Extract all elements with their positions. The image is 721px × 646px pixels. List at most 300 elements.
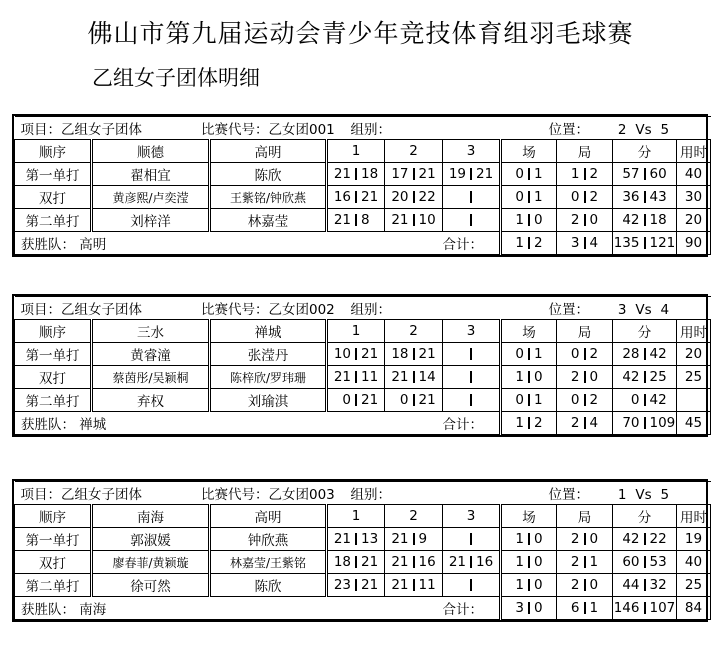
points-score-right: 25: [649, 369, 667, 385]
matches-score-right: 1: [534, 346, 543, 362]
position-a: 1: [617, 487, 627, 503]
table-row: [15, 551, 711, 574]
order-header: 顺序: [15, 320, 92, 343]
match-header-row: [15, 297, 711, 320]
game2-score: [385, 186, 442, 208]
game1-score-right: 21: [361, 577, 379, 593]
matches-score-left: 1: [515, 554, 524, 570]
game1-score-left: 23: [333, 577, 351, 593]
player-b-cell: 林嘉莹/王紫铭: [210, 551, 327, 574]
player-b-cell: 刘瑜淇: [210, 389, 327, 412]
game2-score-left: 0: [399, 392, 409, 408]
matches-score: [502, 389, 556, 411]
order-header: 顺序: [15, 140, 92, 163]
game1-score: [328, 528, 384, 550]
games-header: 局: [557, 320, 613, 343]
matches-score: [502, 528, 556, 550]
points-cell: [613, 186, 677, 209]
match-code-value: 乙女团002: [268, 302, 335, 318]
total-points-score-right: 109: [649, 415, 676, 431]
column-header-row: [15, 140, 711, 163]
matches-cell: [501, 551, 557, 574]
player-a-cell: 郭淑媛: [92, 528, 210, 551]
game1-cell: [327, 389, 385, 412]
points-cell: [613, 528, 677, 551]
score-separator: [470, 394, 472, 406]
games-score-right: 0: [589, 577, 599, 593]
game3-score: [443, 343, 499, 365]
game3-score: [443, 186, 499, 208]
game1-score: [328, 343, 384, 365]
project-label: 项目：: [20, 122, 61, 138]
game2-score: [385, 528, 442, 550]
game3-score: [443, 551, 499, 573]
games-score-left: 2: [570, 369, 580, 385]
winner-row: [15, 412, 711, 435]
matches-score: [502, 209, 556, 231]
player-b-cell: 钟欣燕: [210, 528, 327, 551]
match-block: [12, 114, 708, 257]
total-time: 45: [677, 412, 711, 435]
total-points: [613, 232, 677, 255]
total-points: [613, 412, 677, 435]
game2-score-left: 21: [391, 577, 409, 593]
game1-cell: [327, 343, 385, 366]
game1-cell: [327, 574, 385, 597]
points-score: [613, 551, 676, 573]
order-cell: 第一单打: [15, 163, 92, 186]
game3-cell: [443, 343, 501, 366]
points-score-right: 43: [649, 189, 667, 205]
points-score-left: 42: [622, 212, 640, 228]
game2-cell: [385, 389, 443, 412]
score-separator: [470, 214, 472, 226]
game1-score: [328, 209, 384, 231]
matches-score-left: 1: [515, 577, 524, 593]
game2-score: [385, 343, 442, 365]
team-b-name: 高明: [210, 140, 327, 163]
total-matches: [501, 597, 557, 620]
game1-score-left: 21: [333, 531, 351, 547]
player-b-cell: 陈梓欣/罗玮珊: [210, 366, 327, 389]
player-a-cell: 黄彦熙/卢奕滢: [92, 186, 210, 209]
games-score-left: 2: [570, 531, 580, 547]
game2-cell: [385, 186, 443, 209]
matches-score-right: 1: [534, 392, 543, 408]
position-label: 位置：: [548, 302, 589, 318]
game1-score-right: 21: [361, 346, 379, 362]
game1-score-left: 21: [333, 212, 351, 228]
game2-score-right: 11: [418, 577, 436, 593]
game1-score: [328, 574, 384, 596]
points-score: [613, 528, 676, 550]
game2-cell: [385, 163, 443, 186]
score-separator: [470, 371, 472, 383]
vs-label: Vs: [635, 302, 652, 318]
group-label: 组别：: [350, 302, 391, 318]
player-b-cell: 陈欣: [210, 574, 327, 597]
games-score-left: 1: [570, 166, 580, 182]
points-cell: [613, 163, 677, 186]
points-cell: [613, 209, 677, 232]
game2-score: [385, 209, 442, 231]
points-score-right: 18: [649, 212, 667, 228]
game2-score: [385, 574, 442, 596]
games-cell: [557, 389, 613, 412]
player-b-cell: 张滢丹: [210, 343, 327, 366]
game2-score-right: 9: [418, 531, 428, 547]
game2-cell: [385, 528, 443, 551]
game2-score-left: 21: [391, 554, 409, 570]
table-row: [15, 528, 711, 551]
points-header: 分: [613, 320, 677, 343]
points-header: 分: [613, 140, 677, 163]
position-b: 4: [660, 302, 670, 318]
games-header: 局: [557, 505, 613, 528]
game1-cell: [327, 209, 385, 232]
winner-value: 禅城: [79, 417, 107, 433]
points-score: [613, 389, 676, 411]
position-label: 位置：: [548, 487, 589, 503]
player-a-cell: 徐可然: [92, 574, 210, 597]
matches-score-left: 0: [515, 189, 524, 205]
time-header: 用时: [677, 140, 711, 163]
points-cell: [613, 343, 677, 366]
game1-score-right: 18: [361, 166, 379, 182]
games-score: [557, 163, 612, 185]
page-title: 佛山市第九届运动会青少年竞技体育组羽毛球赛: [87, 19, 634, 48]
games-cell: [557, 551, 613, 574]
matches-score: [502, 163, 556, 185]
game1-score-left: 0: [342, 392, 351, 408]
points-score-left: 57: [622, 166, 640, 182]
points-cell: [613, 366, 677, 389]
vs-label: Vs: [635, 487, 652, 503]
game2-score-left: 21: [391, 369, 409, 385]
total-points-score: [613, 597, 676, 619]
games-cell: [557, 163, 613, 186]
game2-score: [385, 366, 442, 388]
table-row: [15, 389, 711, 412]
table-row: [15, 209, 711, 232]
game1-score-left: 21: [333, 166, 351, 182]
points-header: 分: [613, 505, 677, 528]
games-score: [557, 209, 612, 231]
matches-score: [502, 551, 556, 573]
time-cell: [677, 389, 711, 412]
game2-header: 2: [385, 320, 443, 343]
matches-score-right: 0: [534, 531, 543, 547]
game1-header: 1: [327, 505, 385, 528]
games-score-right: 0: [589, 212, 599, 228]
game3-cell: [443, 551, 501, 574]
match-code-label: 比赛代号：: [201, 302, 269, 318]
game3-cell: [443, 528, 501, 551]
winner-cell: [15, 597, 443, 620]
matches-score: [502, 366, 556, 388]
game2-score: [385, 163, 442, 185]
game1-score-right: 13: [361, 531, 379, 547]
game2-score-left: 18: [391, 346, 409, 362]
game2-score-left: 21: [391, 212, 409, 228]
player-a-cell: 廖春菲/黄颖璇: [92, 551, 210, 574]
games-cell: [557, 528, 613, 551]
points-score: [613, 163, 676, 185]
time-cell: 40: [677, 551, 711, 574]
page-subtitle: 乙组女子团体明细: [92, 66, 260, 90]
time-cell: 25: [677, 574, 711, 597]
project-label: 项目：: [20, 302, 61, 318]
game3-cell: [443, 574, 501, 597]
total-label: 合计：: [443, 597, 501, 620]
winner-label: 获胜队：: [21, 237, 75, 253]
game2-score: [385, 389, 442, 411]
vs-label: Vs: [635, 122, 652, 138]
time-cell: 30: [677, 186, 711, 209]
total-games: [557, 597, 613, 620]
game2-cell: [385, 574, 443, 597]
team-b-name: 禅城: [210, 320, 327, 343]
game2-score-right: 16: [418, 554, 436, 570]
matches-score-left: 1: [515, 212, 524, 228]
position-a: 3: [617, 302, 627, 318]
game3-score-right: 21: [476, 166, 494, 182]
game2-header: 2: [385, 505, 443, 528]
total-time: 84: [677, 597, 711, 620]
project-label: 项目：: [20, 487, 61, 503]
total-matches-score-left: 1: [515, 415, 524, 431]
matches-score-left: 1: [515, 369, 524, 385]
matches-score-right: 0: [534, 554, 543, 570]
games-score-left: 0: [570, 189, 580, 205]
total-games: [557, 412, 613, 435]
total-time: 90: [677, 232, 711, 255]
game1-score: [328, 551, 384, 573]
matches-score-right: 1: [534, 166, 543, 182]
points-score: [613, 366, 676, 388]
points-score: [613, 186, 676, 208]
match-block: [12, 294, 708, 437]
game1-score: [328, 163, 384, 185]
games-cell: [557, 209, 613, 232]
game1-score-right: 8: [361, 212, 370, 228]
games-score: [557, 366, 612, 388]
matches-score-left: 0: [515, 346, 524, 362]
matches-header: 场: [501, 320, 557, 343]
total-games-score-left: 6: [570, 600, 580, 616]
games-score-right: 2: [589, 346, 599, 362]
points-score: [613, 574, 676, 596]
games-cell: [557, 186, 613, 209]
match-table: [14, 296, 711, 435]
points-score-right: 60: [649, 166, 667, 182]
time-header: 用时: [677, 320, 711, 343]
project-value: 乙组女子团体: [61, 487, 142, 503]
time-cell: 40: [677, 163, 711, 186]
player-b-cell: 林嘉莹: [210, 209, 327, 232]
points-score-right: 42: [649, 392, 667, 408]
games-score: [557, 389, 612, 411]
matches-score-right: 1: [534, 189, 543, 205]
games-score-left: 2: [570, 212, 580, 228]
game3-cell: [443, 209, 501, 232]
total-label: 合计：: [443, 232, 501, 255]
winner-value: 高明: [79, 237, 107, 253]
games-score-right: 2: [589, 166, 599, 182]
player-b-cell: 王紫铭/钟欣燕: [210, 186, 327, 209]
points-cell: [613, 574, 677, 597]
matches-cell: [501, 343, 557, 366]
project-value: 乙组女子团体: [61, 122, 142, 138]
games-score-right: 0: [589, 369, 599, 385]
matches-cell: [501, 574, 557, 597]
table-row: [15, 343, 711, 366]
score-separator: [470, 533, 472, 545]
game1-score-right: 21: [361, 189, 379, 205]
total-games-score-right: 4: [589, 235, 599, 251]
games-score-left: 0: [570, 346, 580, 362]
points-score-left: 42: [622, 369, 640, 385]
game1-score-left: 21: [333, 369, 351, 385]
player-a-cell: 翟相宜: [92, 163, 210, 186]
points-score: [613, 209, 676, 231]
game1-score-left: 16: [333, 189, 351, 205]
game1-cell: [327, 186, 385, 209]
game1-cell: [327, 528, 385, 551]
winner-row: [15, 597, 711, 620]
order-header: 顺序: [15, 505, 92, 528]
total-matches-score-right: 0: [534, 600, 543, 616]
total-matches: [501, 232, 557, 255]
games-score: [557, 574, 612, 596]
game3-score: [443, 574, 499, 596]
matches-score-right: 0: [534, 212, 543, 228]
matches-header: 场: [501, 505, 557, 528]
game3-score: [443, 389, 499, 411]
game3-cell: [443, 186, 501, 209]
game3-score-left: 21: [448, 554, 466, 570]
points-score-right: 32: [649, 577, 667, 593]
game2-score-left: 21: [391, 531, 409, 547]
games-score-left: 2: [570, 577, 580, 593]
matches-cell: [501, 528, 557, 551]
total-points-score-right: 121: [649, 235, 676, 251]
order-cell: 第二单打: [15, 209, 92, 232]
winner-cell: [15, 412, 443, 435]
total-matches-score-right: 2: [534, 235, 543, 251]
match-code-value: 乙女团003: [268, 487, 335, 503]
total-matches: [501, 412, 557, 435]
points-score-left: 60: [622, 554, 640, 570]
order-cell: 第二单打: [15, 389, 92, 412]
score-separator: [470, 191, 472, 203]
time-cell: 20: [677, 343, 711, 366]
game3-score-right: 16: [476, 554, 494, 570]
total-points-score-left: 146: [613, 600, 640, 616]
total-label: 合计：: [443, 412, 501, 435]
total-points-score: [613, 412, 676, 434]
game2-score-right: 21: [418, 392, 436, 408]
game1-cell: [327, 163, 385, 186]
game3-cell: [443, 366, 501, 389]
match-header-row: [15, 482, 711, 505]
games-cell: [557, 366, 613, 389]
points-cell: [613, 389, 677, 412]
game3-score-left: 19: [448, 166, 466, 182]
total-points-score: [613, 232, 676, 254]
game3-score: [443, 209, 499, 231]
game1-score-right: 21: [361, 554, 379, 570]
matches-score-right: 0: [534, 577, 543, 593]
total-games-score-left: 3: [570, 235, 580, 251]
points-score-right: 42: [649, 346, 667, 362]
game1-score-left: 10: [333, 346, 351, 362]
games-cell: [557, 343, 613, 366]
games-score-right: 2: [589, 189, 599, 205]
game1-header: 1: [327, 320, 385, 343]
matches-cell: [501, 163, 557, 186]
score-separator: [470, 348, 472, 360]
table-row: [15, 163, 711, 186]
games-score: [557, 528, 612, 550]
order-cell: 双打: [15, 551, 92, 574]
total-games-score: [557, 232, 612, 254]
order-cell: 第二单打: [15, 574, 92, 597]
matches-score: [502, 574, 556, 596]
matches-cell: [501, 366, 557, 389]
points-score-left: 36: [622, 189, 640, 205]
total-matches-score: [502, 412, 556, 434]
matches-cell: [501, 186, 557, 209]
match-code-label: 比赛代号：: [201, 122, 269, 138]
table-row: [15, 366, 711, 389]
matches-score-left: 0: [515, 166, 524, 182]
game2-score-left: 20: [391, 189, 409, 205]
game3-score: [443, 528, 499, 550]
group-label: 组别：: [350, 122, 391, 138]
total-games-score-left: 2: [570, 415, 580, 431]
team-a-name: 三水: [92, 320, 210, 343]
games-score: [557, 551, 612, 573]
order-cell: 第一单打: [15, 343, 92, 366]
points-score-left: 0: [630, 392, 640, 408]
matches-cell: [501, 209, 557, 232]
order-cell: 双打: [15, 186, 92, 209]
player-a-cell: 蔡茵彤/吴颖桐: [92, 366, 210, 389]
total-games: [557, 232, 613, 255]
group-label: 组别：: [350, 487, 391, 503]
game1-score: [328, 186, 384, 208]
points-score-right: 22: [649, 531, 667, 547]
game2-cell: [385, 551, 443, 574]
matches-score: [502, 343, 556, 365]
time-cell: 25: [677, 366, 711, 389]
game3-header: 3: [443, 505, 501, 528]
winner-label: 获胜队：: [21, 602, 75, 618]
winner-row: [15, 232, 711, 255]
game3-header: 3: [443, 140, 501, 163]
game1-score-left: 18: [333, 554, 351, 570]
games-score-right: 0: [589, 531, 599, 547]
match-code-value: 乙女团001: [268, 122, 335, 138]
game2-score-right: 21: [418, 166, 436, 182]
game3-score: [443, 163, 499, 185]
matches-score-right: 0: [534, 369, 543, 385]
games-score: [557, 186, 612, 208]
winner-value: 南海: [79, 602, 107, 618]
game2-score-right: 22: [418, 189, 436, 205]
project-value: 乙组女子团体: [61, 302, 142, 318]
